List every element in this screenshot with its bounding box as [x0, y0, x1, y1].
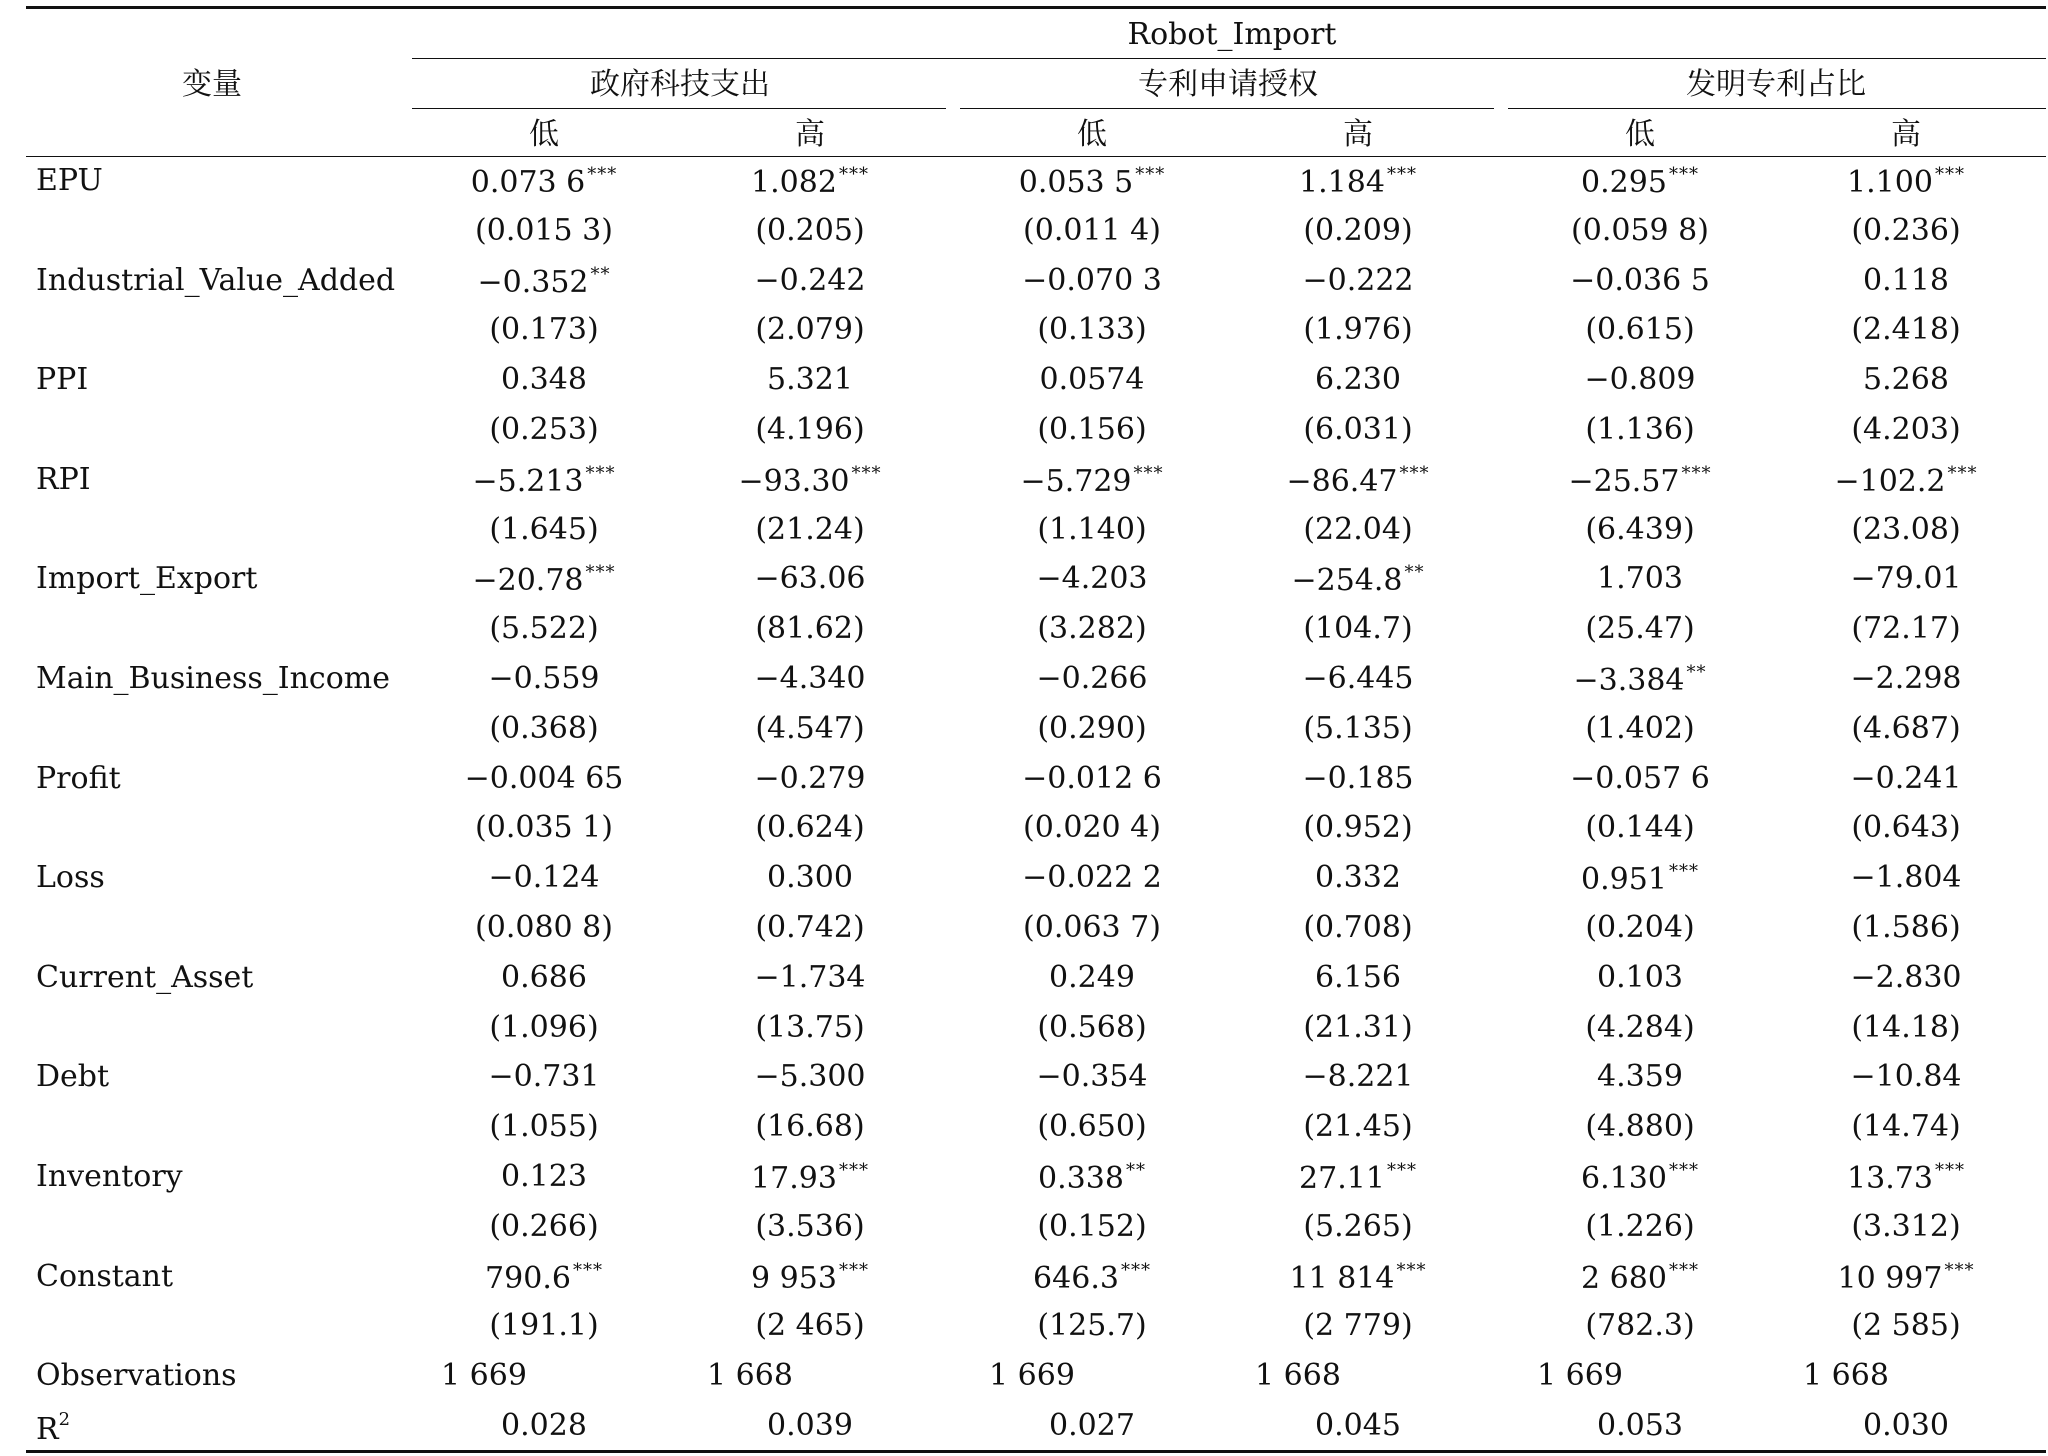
std-error-cell: (125.7) [1037, 1308, 1147, 1344]
std-error-cell: (5.522) [489, 611, 599, 647]
coef-value: 2 680 [1581, 1260, 1667, 1296]
std-error-cell: (2 585) [1851, 1308, 1961, 1344]
coef-cell [1581, 166, 1699, 198]
significance-stars: *** [851, 462, 882, 484]
coef-value: −0.012 6 [1022, 760, 1162, 796]
coef-value: −0.241 [1850, 760, 1962, 796]
std-error-cell: (6.439) [1585, 511, 1695, 547]
coef-cell [1036, 561, 1148, 597]
std-error-cell: (72.17) [1851, 611, 1961, 647]
coef-cell [1847, 166, 1965, 198]
std-error-cell: (4.203) [1851, 412, 1961, 447]
std-error-cell: (0.205) [755, 212, 865, 248]
row-label: EPU [36, 163, 103, 198]
significance-stars: *** [1944, 1259, 1975, 1281]
std-error-cell: (14.74) [1851, 1109, 1961, 1145]
coef-cell [1302, 760, 1414, 796]
significance-stars: *** [585, 462, 616, 484]
std-error-cell: (0.650) [1037, 1109, 1147, 1145]
std-error-cell: (2 779) [1303, 1308, 1413, 1344]
coef-value: −0.352 [477, 264, 589, 300]
coef-value: 0.073 6 [470, 165, 586, 200]
std-error-cell: (2.079) [755, 312, 865, 348]
coef-value: −254.8 [1291, 563, 1403, 599]
coef-cell [751, 166, 869, 198]
coef-value: 5.321 [767, 362, 853, 398]
coef-cell [1584, 362, 1696, 398]
coef-cell [1863, 362, 1949, 398]
coef-value: −0.070 3 [1022, 262, 1162, 298]
std-error-cell: (0.643) [1851, 810, 1961, 846]
coef-cell [501, 959, 587, 995]
row-label: Constant [36, 1258, 174, 1294]
coef-cell [738, 462, 882, 499]
observations-cell: 1 668 [1803, 1358, 1889, 1394]
coef-value: 0.338 [1038, 1161, 1124, 1196]
coef-cell [1302, 262, 1414, 298]
std-error-cell: (5.135) [1303, 710, 1413, 746]
std-error-cell: (3.282) [1037, 611, 1147, 647]
std-error-cell: (2.418) [1851, 312, 1961, 348]
coef-value: 790.6 [485, 1260, 571, 1296]
row-label: Inventory [36, 1159, 183, 1194]
significance-stars: *** [838, 164, 869, 185]
coef-value: 5.268 [1863, 362, 1949, 398]
coef-value: 0.332 [1315, 860, 1401, 896]
coef-cell [471, 166, 618, 198]
coef-cell [1022, 860, 1162, 896]
coef-cell [1315, 959, 1401, 995]
coef-value: 0.951 [1581, 862, 1667, 898]
std-error-cell: (0.615) [1585, 312, 1695, 348]
coef-value: −63.06 [754, 561, 866, 597]
coef-value: 0.123 [501, 1159, 587, 1194]
coef-cell [1847, 1162, 1965, 1194]
std-error-cell: (0.742) [755, 910, 865, 945]
std-error-cell: (21.31) [1303, 1009, 1413, 1045]
coef-cell [1289, 1259, 1427, 1296]
significance-stars: *** [1934, 164, 1965, 185]
coef-value: −5.300 [754, 1059, 866, 1095]
coef-value: −79.01 [1850, 561, 1962, 597]
rsquared-cell: 0.039 [767, 1408, 853, 1443]
coef-cell [1038, 1162, 1146, 1194]
row-label: RPI [36, 461, 91, 497]
significance-stars: *** [1386, 1160, 1417, 1181]
std-error-cell: (0.253) [489, 412, 599, 447]
coef-cell [1049, 959, 1135, 995]
coef-value: 13.73 [1847, 1161, 1933, 1196]
std-error-cell: (0.015 3) [475, 212, 613, 248]
coef-cell [754, 959, 866, 995]
std-error-cell: (4.284) [1585, 1009, 1695, 1045]
coef-value: −0.354 [1036, 1059, 1148, 1095]
coef-value: −1.734 [754, 959, 866, 995]
std-error-cell: (0.020 4) [1023, 810, 1161, 846]
std-error-cell: (0.568) [1037, 1009, 1147, 1045]
coef-value: −20.78 [472, 563, 584, 599]
coef-value: 1.100 [1847, 165, 1933, 200]
rsquared-superscript: 2 [58, 1409, 71, 1430]
std-error-cell: (1.402) [1585, 710, 1695, 746]
std-error-cell: (21.45) [1303, 1109, 1413, 1145]
row-label-observations: Observations [36, 1358, 237, 1394]
coef-cell [1020, 462, 1164, 499]
row-label: Current_Asset [36, 959, 254, 995]
std-error-cell: (23.08) [1851, 511, 1961, 547]
coef-value: −0.057 6 [1570, 760, 1710, 796]
coef-cell [1315, 362, 1401, 398]
coef-value: −2.830 [1850, 959, 1962, 995]
significance-stars: *** [1947, 462, 1978, 484]
rsquared-label: R [36, 1412, 59, 1447]
coef-value: −3.384 [1573, 663, 1685, 698]
coef-cell [1850, 860, 1962, 896]
coef-value: 0.0574 [1039, 362, 1145, 398]
coef-value: 4.359 [1597, 1059, 1683, 1095]
coef-cell [1850, 1059, 1962, 1095]
std-error-cell: (13.75) [755, 1009, 865, 1045]
coef-value: −0.022 2 [1022, 860, 1162, 896]
coef-cell [1286, 462, 1430, 499]
std-error-cell: (1.096) [489, 1009, 599, 1045]
std-error-cell: (0.133) [1037, 312, 1147, 348]
significance-stars: *** [838, 1160, 869, 1181]
coef-cell [485, 1259, 603, 1296]
coef-value: 0.103 [1597, 959, 1683, 995]
coef-cell [1315, 860, 1401, 896]
significance-stars: *** [1133, 462, 1164, 484]
coef-cell [1036, 1059, 1148, 1095]
coef-value: −0.731 [488, 1059, 600, 1095]
std-error-cell: (16.68) [755, 1109, 865, 1145]
std-error-cell: (1.586) [1851, 910, 1961, 945]
coef-value: −0.559 [488, 661, 600, 696]
row-label-rsquared [36, 1411, 70, 1445]
coef-cell [1570, 262, 1710, 298]
std-error-cell: (1.226) [1585, 1208, 1695, 1244]
significance-stars: *** [1120, 1259, 1151, 1281]
subgroup-header-6: 高 [1891, 117, 1921, 152]
significance-stars: *** [1396, 1259, 1427, 1281]
coef-cell [1568, 462, 1712, 499]
observations-cell: 1 668 [1255, 1358, 1341, 1394]
coef-value: 27.11 [1299, 1161, 1385, 1196]
coef-cell [1573, 664, 1706, 696]
coef-value: −0.036 5 [1570, 262, 1710, 298]
coef-cell [754, 760, 866, 796]
observations-cell: 1 668 [707, 1358, 793, 1394]
coef-value: −2.298 [1850, 661, 1962, 696]
std-error-cell: (191.1) [489, 1308, 599, 1344]
std-error-cell: (0.209) [1303, 212, 1413, 248]
std-error-cell: (1.976) [1303, 312, 1413, 348]
coef-cell [1581, 861, 1699, 898]
coef-cell [464, 760, 624, 796]
significance-stars: *** [1934, 1160, 1965, 1181]
subgroup-header-3: 低 [1077, 117, 1107, 152]
coef-cell [1581, 1162, 1699, 1194]
coef-cell [472, 462, 616, 499]
row-label: Industrial_Value_Added [36, 262, 396, 298]
coef-cell [1597, 959, 1683, 995]
coef-cell [751, 1162, 869, 1194]
group-underline-1 [412, 108, 946, 109]
coef-value: −1.804 [1850, 860, 1962, 896]
std-error-cell: (0.368) [489, 710, 599, 746]
std-error-cell: (0.952) [1303, 810, 1413, 846]
std-error-cell: (0.144) [1585, 810, 1695, 846]
coef-cell [1299, 166, 1417, 198]
coef-value: 0.686 [501, 959, 587, 995]
rsquared-cell: 0.028 [501, 1408, 587, 1443]
std-error-cell: (0.156) [1037, 412, 1147, 447]
std-error-cell: (0.152) [1037, 1208, 1147, 1244]
coef-cell [754, 1059, 866, 1095]
coef-value: 10 997 [1837, 1260, 1943, 1296]
table-header-rule [26, 156, 2046, 157]
coef-value: −5.213 [472, 463, 584, 499]
std-error-cell: (0.708) [1303, 910, 1413, 945]
std-error-cell: (0.236) [1851, 212, 1961, 248]
coef-value: −4.340 [754, 661, 866, 696]
coef-cell [501, 1159, 587, 1194]
row-label: Import_Export [36, 561, 258, 597]
coef-cell [488, 661, 600, 696]
significance-stars: *** [1668, 1259, 1699, 1281]
significance-stars: *** [587, 164, 618, 185]
coef-value: −0.185 [1302, 760, 1414, 796]
significance-stars: *** [1668, 1160, 1699, 1181]
coef-value: −102.2 [1834, 463, 1946, 499]
row-label: Loss [36, 860, 105, 896]
std-error-cell: (1.140) [1037, 511, 1147, 547]
row-label: Profit [36, 760, 121, 796]
coef-cell [1033, 1259, 1151, 1296]
coef-cell [1291, 562, 1425, 599]
subgroup-header-5: 低 [1625, 117, 1655, 152]
std-error-cell: (4.880) [1585, 1109, 1695, 1145]
coef-cell [1302, 661, 1414, 696]
coef-value: 9 953 [751, 1260, 837, 1296]
std-error-cell: (6.031) [1303, 412, 1413, 447]
std-error-cell: (1.055) [489, 1109, 599, 1145]
subgroup-header-1: 低 [529, 117, 559, 152]
dependent-variable-header: Robot_Import [1127, 17, 1337, 52]
coef-value: −0.279 [754, 760, 866, 796]
table-bottom-rule [26, 1450, 2046, 1453]
std-error-cell: (782.3) [1585, 1308, 1695, 1344]
coef-cell [472, 562, 616, 599]
std-error-cell: (4.196) [755, 412, 865, 447]
coef-value: −5.729 [1020, 463, 1132, 499]
coef-cell [1570, 760, 1710, 796]
subgroup-header-2: 高 [795, 117, 825, 152]
group-header-2: 专利申请授权 [1138, 67, 1318, 102]
significance-stars: *** [1135, 164, 1166, 185]
std-error-cell: (3.536) [755, 1208, 865, 1244]
coef-cell [1302, 1059, 1414, 1095]
variable-header: 变量 [182, 67, 242, 102]
std-error-cell: (0.173) [489, 312, 599, 348]
coef-value: −0.124 [488, 860, 600, 896]
group-underline-2 [960, 108, 1494, 109]
std-error-cell: (104.7) [1303, 611, 1413, 647]
coef-cell [488, 860, 600, 896]
row-label: PPI [36, 362, 89, 398]
coef-cell [488, 1059, 600, 1095]
std-error-cell: (0.011 4) [1023, 212, 1161, 248]
group-header-3: 发明专利占比 [1686, 67, 1866, 102]
coef-value: −86.47 [1286, 463, 1398, 499]
coef-cell [751, 1259, 869, 1296]
rsquared-cell: 0.045 [1315, 1408, 1401, 1443]
coef-cell [754, 262, 866, 298]
significance-stars: *** [1668, 164, 1699, 185]
coef-cell [1581, 1259, 1699, 1296]
std-error-cell: (5.265) [1303, 1208, 1413, 1244]
coef-value: 0.118 [1863, 262, 1949, 298]
coef-value: 1.184 [1299, 165, 1385, 200]
coef-value: −25.57 [1568, 463, 1680, 499]
std-error-cell: (14.18) [1851, 1009, 1961, 1045]
std-error-cell: (25.47) [1585, 611, 1695, 647]
rsquared-cell: 0.027 [1049, 1408, 1135, 1443]
std-error-cell: (0.063 7) [1023, 910, 1161, 945]
coef-value: −0.809 [1584, 362, 1696, 398]
std-error-cell: (0.080 8) [475, 910, 613, 945]
coef-cell [1850, 760, 1962, 796]
coef-value: 1.703 [1597, 561, 1683, 597]
coef-cell [1834, 462, 1978, 499]
rsquared-cell: 0.053 [1597, 1408, 1683, 1443]
observations-cell: 1 669 [441, 1358, 527, 1394]
coef-value: 6.156 [1315, 959, 1401, 995]
coef-value: −0.266 [1036, 661, 1148, 696]
coef-cell [1019, 166, 1166, 198]
significance-stars: *** [1668, 861, 1699, 883]
coef-value: 1.082 [751, 165, 837, 200]
std-error-cell: (0.204) [1585, 910, 1695, 945]
coef-value: 11 814 [1289, 1260, 1395, 1296]
coef-cell [477, 263, 611, 300]
coef-value: 6.130 [1581, 1161, 1667, 1196]
std-error-cell: (22.04) [1303, 511, 1413, 547]
std-error-cell: (0.624) [755, 810, 865, 846]
std-error-cell: (21.24) [755, 511, 865, 547]
significance-stars: *** [585, 562, 616, 584]
coef-value: 646.3 [1033, 1260, 1119, 1296]
row-label: Debt [36, 1059, 110, 1095]
std-error-cell: (0.035 1) [475, 810, 613, 846]
coef-value: −6.445 [1302, 661, 1414, 696]
coef-cell [1850, 561, 1962, 597]
std-error-cell: (1.136) [1585, 412, 1695, 447]
std-error-cell: (81.62) [755, 611, 865, 647]
coef-cell [1850, 661, 1962, 696]
significance-stars: *** [838, 1259, 869, 1281]
std-error-cell: (0.266) [489, 1208, 599, 1244]
coef-value: 0.348 [501, 362, 587, 398]
coef-cell [1597, 561, 1683, 597]
row-label: Main_Business_Income [36, 661, 390, 696]
coef-value: 0.295 [1581, 165, 1667, 200]
coef-cell [1850, 959, 1962, 995]
significance-stars: *** [1399, 462, 1430, 484]
coef-cell [1022, 760, 1162, 796]
observations-cell: 1 669 [1537, 1358, 1623, 1394]
coef-cell [754, 561, 866, 597]
subgroup-header-4: 高 [1343, 117, 1373, 152]
coef-value: −0.242 [754, 262, 866, 298]
coef-value: 0.053 5 [1018, 165, 1134, 200]
coef-cell [1022, 262, 1162, 298]
significance-stars: *** [1681, 462, 1712, 484]
coef-cell [501, 362, 587, 398]
group-header-1: 政府科技支出 [590, 67, 770, 102]
std-error-cell: (4.687) [1851, 710, 1961, 746]
significance-stars: ** [1404, 562, 1425, 584]
coef-value: 6.230 [1315, 362, 1401, 398]
coef-value: −0.222 [1302, 262, 1414, 298]
std-error-cell: (3.312) [1851, 1208, 1961, 1244]
significance-stars: ** [1686, 662, 1707, 683]
std-error-cell: (4.547) [755, 710, 865, 746]
group-underline-3 [1508, 108, 2046, 109]
significance-stars: *** [1386, 164, 1417, 185]
coef-cell [1597, 1059, 1683, 1095]
coef-cell [767, 362, 853, 398]
coef-cell [1863, 262, 1949, 298]
coef-cell [1036, 661, 1148, 696]
coef-cell [767, 860, 853, 896]
coef-cell [1837, 1259, 1975, 1296]
significance-stars: ** [1125, 1160, 1146, 1181]
coef-value: −0.004 65 [464, 760, 624, 796]
coef-value: −8.221 [1302, 1059, 1414, 1095]
std-error-cell: (0.059 8) [1571, 212, 1709, 248]
dependent-underline [412, 58, 2046, 59]
coef-cell [754, 661, 866, 696]
std-error-cell: (0.290) [1037, 710, 1147, 746]
significance-stars: ** [590, 263, 611, 285]
coef-value: −93.30 [738, 463, 850, 499]
rsquared-cell: 0.030 [1863, 1408, 1949, 1443]
coef-value: −4.203 [1036, 561, 1148, 597]
observations-cell: 1 669 [989, 1358, 1075, 1394]
coef-cell [1039, 362, 1145, 398]
coef-value: 0.249 [1049, 959, 1135, 995]
coef-value: 17.93 [751, 1161, 837, 1196]
coef-value: −10.84 [1850, 1059, 1962, 1095]
coef-cell [1299, 1162, 1417, 1194]
coef-value: 0.300 [767, 860, 853, 896]
std-error-cell: (2 465) [755, 1308, 865, 1344]
significance-stars: *** [572, 1259, 603, 1281]
table-top-rule [26, 6, 2046, 9]
std-error-cell: (1.645) [489, 511, 599, 547]
